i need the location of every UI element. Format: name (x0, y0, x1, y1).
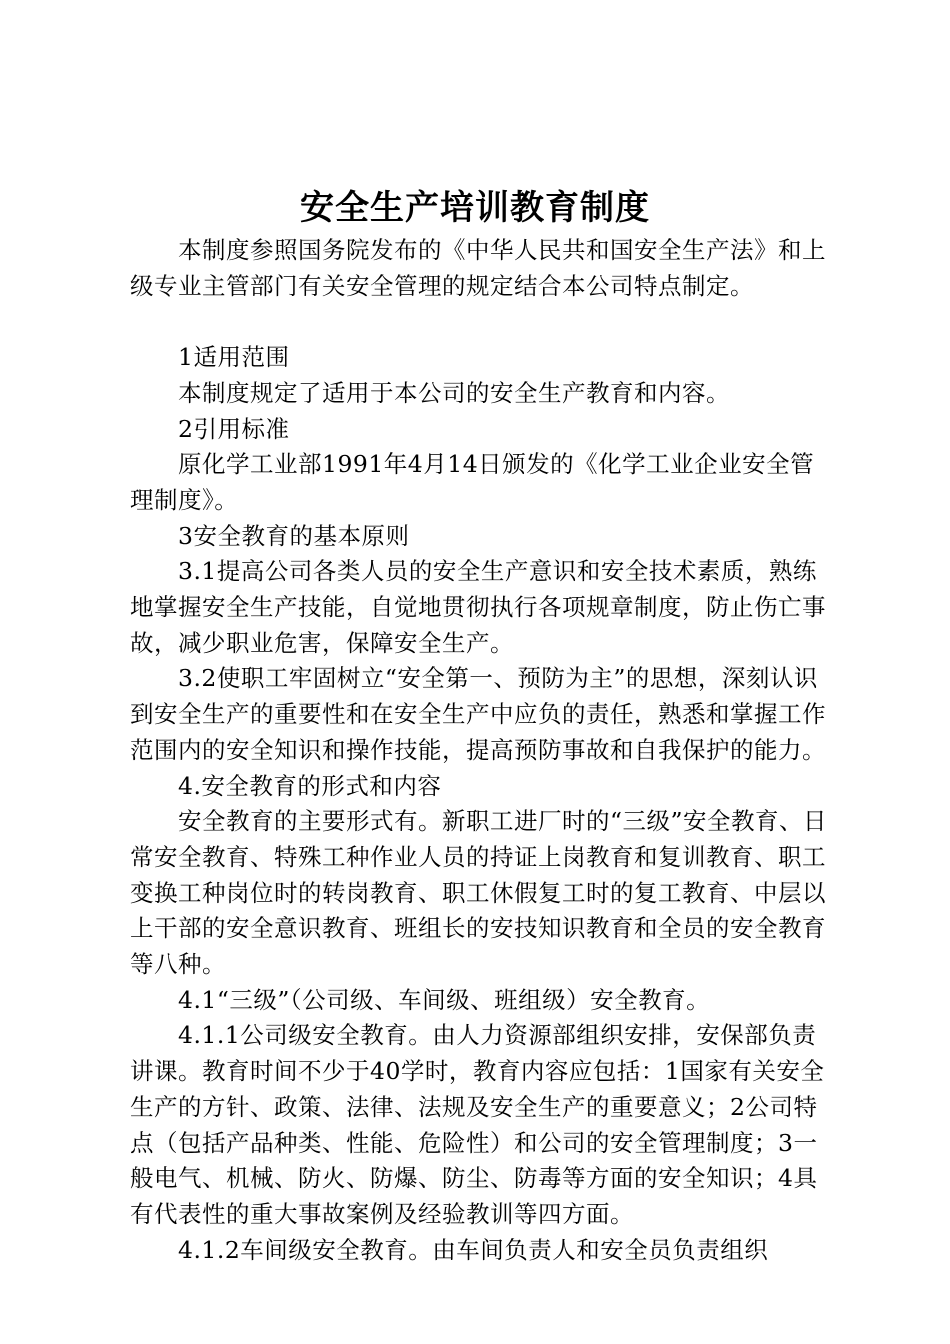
paragraph-forms: 安全教育的主要形式有。新职工进厂时的“三级”安全教育、日常安全教育、特殊工种作业人员的持证上岗教育和复训教育、职工变换工种岗位时的转岗教育、职工休假复工时的复工教育、中层以上干部的安全意识教育、班组长的安技知识教育和全员的安全教育等八种。 (130, 807, 828, 979)
paragraph-principle-3-1: 3.1提高公司各类人员的安全生产意识和安全技术素质，熟练地掌握安全生产技能，自觉地贯彻执行各项规章制度，防止伤亡事故，减少职业危害，保障安全生产。 (130, 557, 826, 657)
paragraph-references: 原化学工业部1991年4月14日颁发的《化学工业企业安全管理制度》。 (130, 450, 815, 514)
paragraph-4-1-1: 4.1.1公司级安全教育。由人力资源部组织安排，安保部负责讲课。教育时间不少于40学时，教育内容应包括：1国家有关安全生产的方针、政策、法律、法规及安全生产的重要意义；2公司特点（包括产品种类、性能、危险性）和公司的安全管理制度；3一般电气、机械、防火、防爆、防尘、防毒等方面的安全知识；4具有代表性的重大事故案例及经验教训等四方面。 (130, 1021, 825, 1228)
paragraph-scope: 本制度规定了适用于本公司的安全生产教育和内容。 (178, 378, 730, 407)
paragraph-principle-3-2: 3.2使职工牢固树立“安全第一、预防为主”的思想，深刻认识到安全生产的重要性和在安全生产中应负的责任，熟悉和掌握工作范围内的安全知识和操作技能，提高预防事故和自我保护的能力。 (130, 664, 826, 764)
document-body (130, 233, 832, 1268)
paragraph-4-1: 4.1“三级”（公司级、车间级、班组级）安全教育。 (178, 985, 711, 1014)
paragraph-4-1-2: 4.1.2车间级安全教育。由车间负责人和安全员负责组织 (178, 1235, 769, 1264)
document-title: 安全生产培训教育制度 (300, 188, 650, 228)
paragraph-intro: 本制度参照国务院发布的《中华人民共和国安全生产法》和上级专业主管部门有关安全管理的规定结合本公司特点制定。 (130, 236, 826, 300)
section-heading-references: 2引用标准 (178, 414, 290, 443)
section-heading-forms: 4.安全教育的形式和内容 (178, 771, 442, 800)
blank-line (130, 304, 832, 340)
section-heading-principles: 3安全教育的基本原则 (178, 521, 410, 550)
section-heading-scope: 1适用范围 (178, 343, 290, 372)
